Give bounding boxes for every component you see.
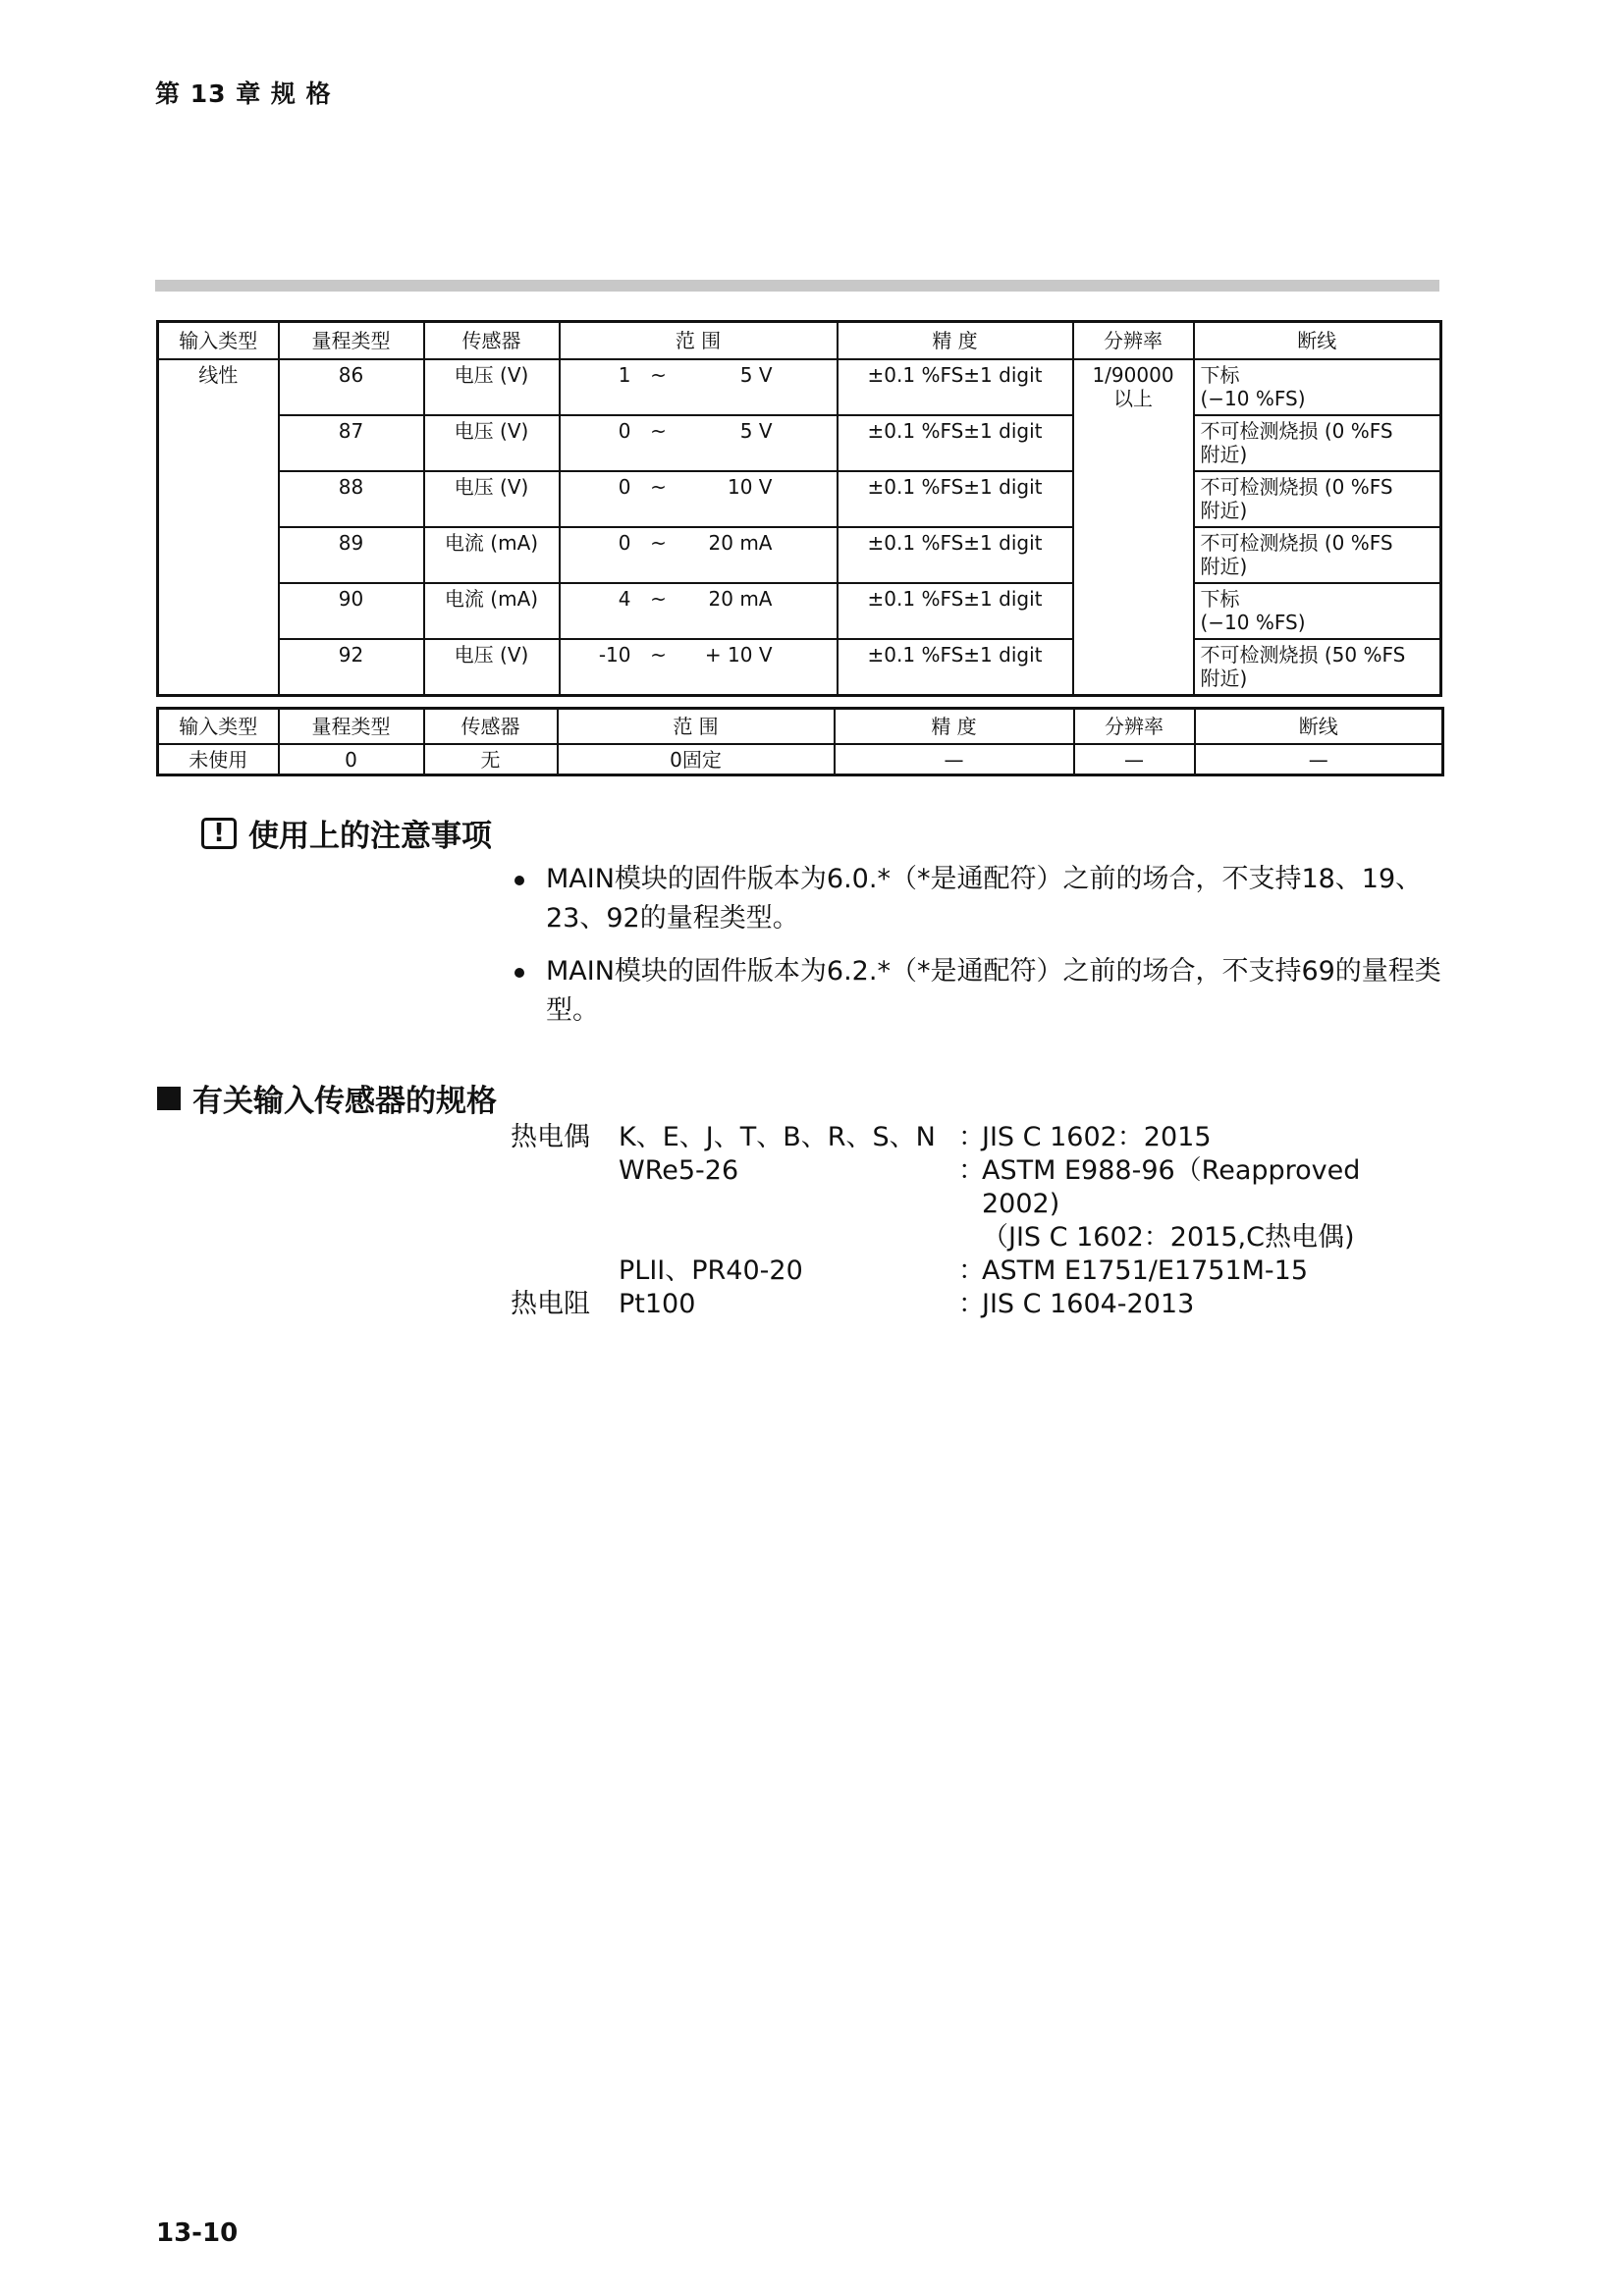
break-cell: 下标 (−10 %FS) — [1194, 583, 1441, 639]
col-header: 输入类型 — [158, 322, 279, 360]
range-high: 5 V — [739, 363, 773, 387]
page-number: 13-10 — [156, 2218, 239, 2248]
colon: ： — [958, 1155, 985, 1186]
note-text: MAIN模块的固件版本为6.2.*（*是通配符）之前的场合，不支持69的量程类型。 — [546, 956, 1441, 1026]
table-header-row — [158, 322, 1441, 360]
range-cell: 0固定 — [558, 744, 835, 775]
col-header: 范 围 — [558, 709, 835, 745]
square-bullet-icon — [157, 1087, 181, 1110]
sensor-cell: 电压 (V) — [424, 639, 560, 696]
sensor-standard: JIS C 1602：2015 — [982, 1122, 1212, 1152]
col-header: 量程类型 — [279, 709, 424, 745]
col-header: 量程类型 — [279, 322, 424, 360]
break-cell: 不可检测烧损 (0 %FS 附近) — [1194, 415, 1441, 471]
col-header: 分辨率 — [1073, 322, 1194, 360]
range-high: + 10 V — [704, 643, 773, 667]
range-sep: ~ — [650, 531, 667, 555]
list-item — [511, 860, 1443, 938]
section-title: 有关输入传感器的规格 — [192, 1084, 497, 1119]
range-type-cell: 90 — [279, 583, 424, 639]
col-header: 输入类型 — [158, 709, 279, 745]
colon: ： — [958, 1289, 985, 1319]
break-cell: 不可检测烧损 (50 %FS 附近) — [1194, 639, 1441, 696]
sensor-cell: 电流 (mA) — [424, 583, 560, 639]
sensor-standard: ASTM E988-96（Reapproved — [982, 1155, 1361, 1186]
table-row — [158, 359, 1441, 415]
range-low: 0 — [618, 475, 631, 499]
sensor-type: Pt100 — [619, 1289, 696, 1319]
range-high: 10 V — [728, 475, 773, 499]
range-cell — [560, 471, 838, 527]
input-type-cell: 线性 — [158, 359, 279, 696]
col-header: 断线 — [1194, 322, 1441, 360]
table-row — [158, 527, 1441, 583]
caution-title: 使用上的注意事项 — [248, 819, 492, 854]
range-cell — [560, 527, 838, 583]
col-header: 分辨率 — [1074, 709, 1195, 745]
table-row — [158, 415, 1441, 471]
range-type-cell: 88 — [279, 471, 424, 527]
table-header-row — [158, 709, 1443, 745]
bullet-icon — [514, 876, 524, 885]
range-low: 4 — [618, 587, 631, 611]
range-type-cell: 92 — [279, 639, 424, 696]
sensor-type: K、E、J、T、B、R、S、N — [619, 1122, 936, 1152]
caution-heading — [201, 811, 492, 855]
col-header: 传感器 — [424, 709, 558, 745]
col-header: 范 围 — [560, 322, 838, 360]
range-high: 20 mA — [708, 531, 773, 555]
table-row — [158, 471, 1441, 527]
colon: ： — [958, 1122, 985, 1152]
range-sep: ~ — [650, 475, 667, 499]
exclamation-icon: ! — [201, 818, 237, 849]
accuracy-cell: ±0.1 %FS±1 digit — [838, 471, 1073, 527]
spec-table-linear — [156, 320, 1442, 697]
sensor-standard: 2002) — [982, 1189, 1060, 1219]
range-cell — [560, 583, 838, 639]
range-cell — [560, 639, 838, 696]
table-row — [158, 744, 1443, 775]
range-cell — [560, 359, 838, 415]
range-high: 20 mA — [708, 587, 773, 611]
range-sep: ~ — [650, 363, 667, 387]
range-sep: ~ — [650, 643, 667, 667]
sensor-cell: 电压 (V) — [424, 359, 560, 415]
break-cell: 不可检测烧损 (0 %FS 附近) — [1194, 527, 1441, 583]
range-low: 0 — [618, 531, 631, 555]
sensor-category: 热电偶 — [511, 1122, 590, 1152]
range-type-cell: 86 — [279, 359, 424, 415]
range-low: 0 — [618, 419, 631, 443]
break-cell: — — [1195, 744, 1443, 775]
col-header: 精 度 — [838, 322, 1073, 360]
range-type-cell: 0 — [279, 744, 424, 775]
colon: ： — [958, 1255, 985, 1286]
range-high: 5 V — [739, 419, 773, 443]
range-sep: ~ — [650, 419, 667, 443]
col-header: 断线 — [1195, 709, 1443, 745]
table-row — [158, 639, 1441, 696]
range-cell — [560, 415, 838, 471]
range-low: -10 — [598, 643, 631, 667]
sensor-standard: ASTM E1751/E1751M-15 — [982, 1255, 1309, 1286]
col-header: 传感器 — [424, 322, 560, 360]
sensor-cell: 电流 (mA) — [424, 527, 560, 583]
note-text: MAIN模块的固件版本为6.0.*（*是通配符）之前的场合，不支持18、19、23、92的量程类型。 — [546, 864, 1423, 934]
list-item — [511, 952, 1443, 1031]
resolution-cell: 1/90000 以上 — [1073, 359, 1194, 696]
caution-list — [511, 860, 1443, 1044]
sensor-type: PLII、PR40-20 — [619, 1255, 803, 1286]
spec-table-unused — [156, 707, 1444, 776]
sensor-cell: 无 — [424, 744, 558, 775]
accuracy-cell: ±0.1 %FS±1 digit — [838, 359, 1073, 415]
range-type-cell: 87 — [279, 415, 424, 471]
sensor-standard: JIS C 1604-2013 — [982, 1289, 1195, 1319]
accuracy-cell: ±0.1 %FS±1 digit — [838, 639, 1073, 696]
range-type-cell: 89 — [279, 527, 424, 583]
accuracy-cell: ±0.1 %FS±1 digit — [838, 583, 1073, 639]
bullet-icon — [514, 968, 524, 978]
header-rule — [155, 280, 1439, 292]
accuracy-cell: ±0.1 %FS±1 digit — [838, 527, 1073, 583]
resolution-cell: — — [1074, 744, 1195, 775]
break-cell: 下标 (−10 %FS) — [1194, 359, 1441, 415]
col-header: 精 度 — [835, 709, 1074, 745]
sensor-category: 热电阻 — [511, 1289, 590, 1319]
chapter-header: 第 13 章 规 格 — [155, 80, 332, 108]
sensor-cell: 电压 (V) — [424, 415, 560, 471]
section-heading — [157, 1076, 497, 1120]
accuracy-cell: ±0.1 %FS±1 digit — [838, 415, 1073, 471]
input-type-cell: 未使用 — [158, 744, 279, 775]
range-low: 1 — [618, 363, 631, 387]
break-cell: 不可检测烧损 (0 %FS 附近) — [1194, 471, 1441, 527]
table-row — [158, 583, 1441, 639]
accuracy-cell: — — [835, 744, 1074, 775]
sensor-type: WRe5-26 — [619, 1155, 739, 1186]
range-sep: ~ — [650, 587, 667, 611]
sensor-standard: （JIS C 1602：2015,C热电偶) — [982, 1222, 1355, 1253]
sensor-cell: 电压 (V) — [424, 471, 560, 527]
